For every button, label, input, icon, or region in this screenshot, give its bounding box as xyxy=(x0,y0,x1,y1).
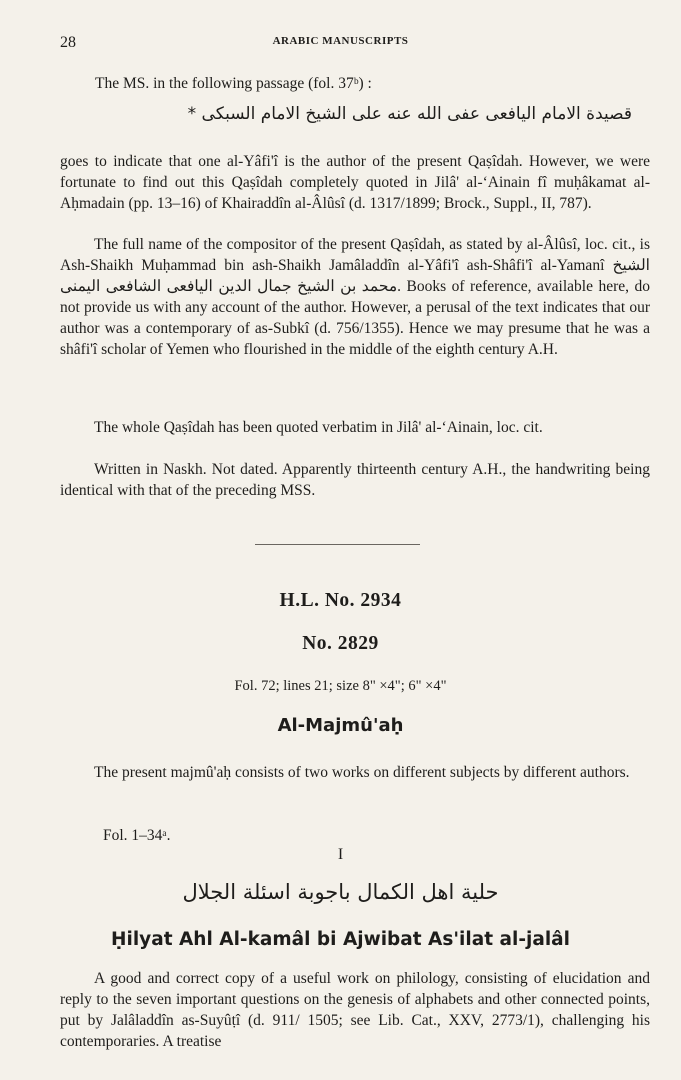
paragraph-2: The full name of the compositor of the present Qaṣîdah, as stated by al-Âlûsî, loc. cit., is Ash-Shaikh Muḥammad bin ash-Shaikh Jamâladdîn al-Yâfi'î ash-Shâfi'î al-Yamanî الشيخ محمد بن الشيخ جمال الدين اليافعى الشافعى اليمنى. Books of reference, available here, do not provide us with any account of the author. However, a perusal of the text indicates that our author was a contemporary of as-Subkî (d. 756/1355). Hence we may presume that he was a shâfi'î scholar of Yemen who flourished in the middle of the eighth century A.H. xyxy=(60,236,650,358)
folio-info: Fol. 72; lines 21; size 8" ×4"; 6" ×4" xyxy=(234,678,447,694)
work-title: Ḥilyat Ahl Al-kamâl bi Ajwibat As'ilat al-jalâl xyxy=(111,929,570,950)
page-header xyxy=(0,32,681,56)
intro-line: The MS. in the following passage (fol. 37ᵇ) : xyxy=(95,75,372,92)
number-heading: No. 2829 xyxy=(302,633,379,654)
arabic-work-title: حلية اهل الكمال باجوبة اسئلة الجلال xyxy=(182,880,499,904)
arabic-quote: قصيدة الامام اليافعى عفى الله عنه على الشيخ الامام السبكى * xyxy=(187,104,632,124)
entry-description: The present majmû'aḥ consists of two works on different subjects by different authors. xyxy=(94,764,630,781)
section-divider xyxy=(255,544,420,545)
page-number: 28 xyxy=(60,34,76,51)
paragraph-3: The whole Qaṣîdah has been quoted verbatim in Jilâ' al-ʻAinain, loc. cit. xyxy=(94,419,543,436)
work-paragraph: A good and correct copy of a useful work on philology, consisting of elucidation and reply to the seven important questions on the genesis of alphabets and other connected points, put by Jalâladdîn as-Suyûṭî (d. 911/ 1505; see Lib. Cat., XXV, 2773/1), challenging his contemporaries. A treatise xyxy=(60,970,650,1050)
folio-range: Fol. 1–34ᵃ. xyxy=(103,827,171,844)
section-numeral: I xyxy=(337,846,344,863)
hl-number-heading: H.L. No. 2934 xyxy=(279,590,402,611)
entry-title: Al-Majmû'aḥ xyxy=(277,715,404,736)
paragraph-4: Written in Naskh. Not dated. Apparently thirteenth century A.H., the handwriting being identical with that of the preceding MSS. xyxy=(60,461,650,499)
running-title: ARABIC MANUSCRIPTS xyxy=(272,35,409,47)
paragraph-1: goes to indicate that one al-Yâfi'î is the author of the present Qaṣîdah. However, we were fortunate to find out this Qaṣîdah completely quoted in Jilâ' al-ʻAinain fî muḥâkamat al-Aḥmadain (pp. 13–16) of Khairaddîn al-Âlûsî (d. 1317/1899; Brock., Suppl., II, 787). xyxy=(60,153,650,212)
